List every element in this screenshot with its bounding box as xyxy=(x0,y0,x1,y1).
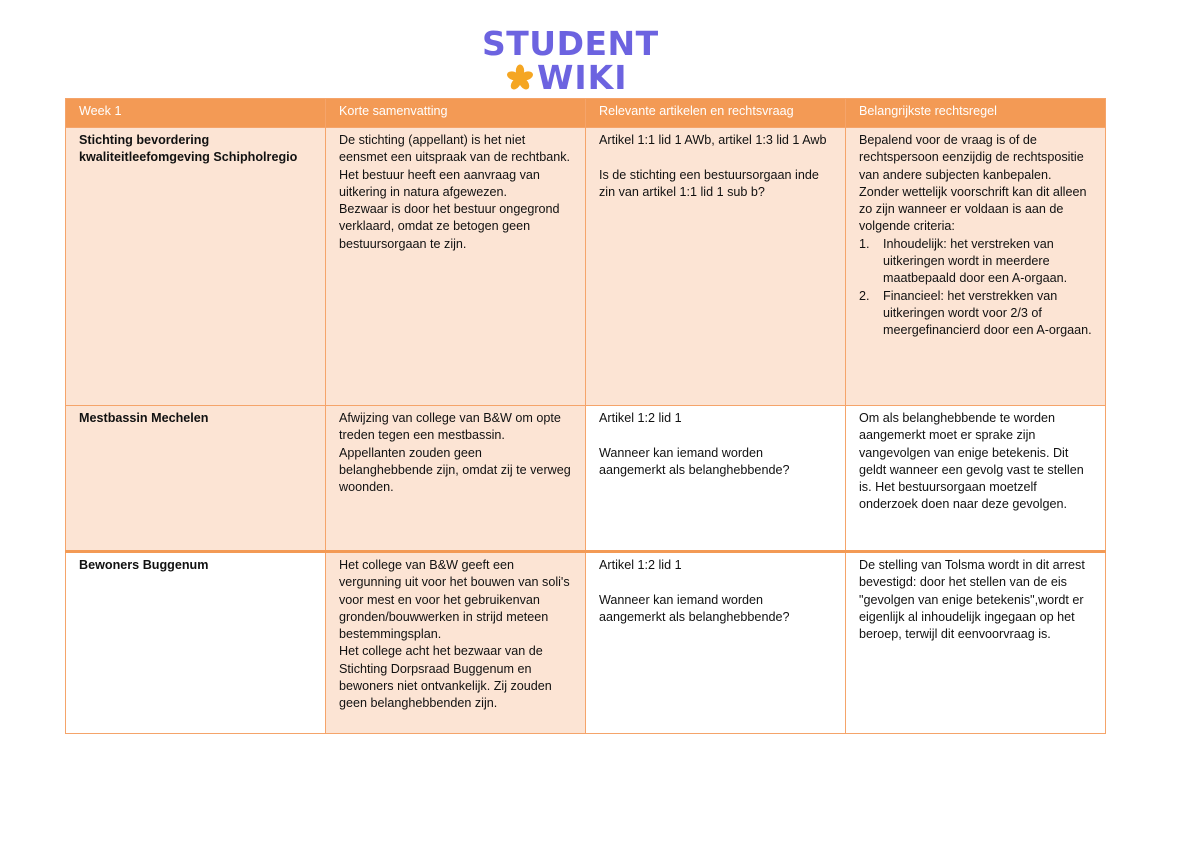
case-name: Bewoners Buggenum xyxy=(66,552,326,734)
header-rule: Belangrijkste rechtsregel xyxy=(846,99,1106,128)
logo-line-wiki: WIKI xyxy=(537,58,628,97)
articles-text: Artikel 1:1 lid 1 AWb, artikel 1:3 lid 1 Awb xyxy=(599,133,827,147)
logo-line-student: STUDENT xyxy=(482,24,659,63)
list-item: 1. Inhoudelijk: het verstreken van uitkeringen wordt in meerdere maatbepaald door een A-orgaan. xyxy=(859,236,1068,286)
case-articles xyxy=(586,552,846,734)
case-rule xyxy=(846,552,1106,734)
legal-question: Wanneer kan iemand worden aangemerkt als belanghebbende? xyxy=(599,592,790,624)
case-rule xyxy=(846,406,1106,552)
case-name: Mestbassin Mechelen xyxy=(66,406,326,552)
summary-text: Het college acht het bezwaar van de Stichting Dorpsraad Buggenum en bewoners niet ontvankelijk. Zij zouden geen belanghebbenden zijn. xyxy=(339,644,552,711)
table-row xyxy=(66,552,1106,734)
summary-text: Bezwaar is door het bestuur ongegrond verklaard, omdat ze betogen geen bestuursorgaan te zijn. xyxy=(339,202,560,251)
table-row xyxy=(66,128,1106,406)
articles-text: Artikel 1:2 lid 1 xyxy=(599,411,682,425)
summary-text: Het college van B&W geeft een vergunning uit voor het bouwen van soli's voor mest en voor het gebruikenvan gronden/bouwwerken in strijd meteen bestemmingsplan. xyxy=(339,558,570,642)
studentwiki-logo xyxy=(482,26,662,98)
articles-text: Artikel 1:2 lid 1 xyxy=(599,558,682,572)
list-item: 2. Financieel: het verstrekken van uitkeringen wordt voor 2/3 of meergefinancierd door een A-orgaan. xyxy=(859,288,1092,338)
case-summary xyxy=(326,552,586,734)
table-row xyxy=(66,406,1106,552)
asterisk-icon xyxy=(506,64,534,92)
table-header-row xyxy=(66,99,1106,128)
case-articles xyxy=(586,128,846,406)
legal-question: Wanneer kan iemand worden aangemerkt als belanghebbende? xyxy=(599,445,790,477)
case-rule xyxy=(846,128,1106,406)
criteria-list xyxy=(859,236,1092,340)
case-articles xyxy=(586,406,846,552)
case-name: Stichting bevordering kwaliteitleefomgeving Schipholregio xyxy=(66,128,326,406)
header-summary: Korte samenvatting xyxy=(326,99,586,128)
case-summary xyxy=(326,406,586,552)
header-week: Week 1 xyxy=(66,99,326,128)
summary-text: De stichting (appellant) is het niet eensmet een uitspraak van de rechtbank. xyxy=(339,133,571,165)
rule-text: Bepalend voor de vraag is of de rechtspersoon eenzijdig de rechtspositie van andere subjecten kanbepalen. Zonder wettelijk voorschrift kan dit alleen zo zijn wanneer er voldaan is aan de volgende criteria: xyxy=(859,133,1087,234)
case-table xyxy=(65,98,1106,734)
case-summary xyxy=(326,128,586,406)
rule-text: Om als belanghebbende te worden aangemerkt moet er sprake zijn vangevolgen van enige betekenis. Dit geldt wanneer een gevolg vast te stellen is. Het bestuursorgaan moetzelf onderzoek doen naar deze gevolgen. xyxy=(859,411,1084,512)
summary-text: Het bestuur heeft een aanvraag van uitkering in natura afgewezen. xyxy=(339,167,540,199)
header-articles: Relevante artikelen en rechtsvraag xyxy=(586,99,846,128)
rule-text: De stelling van Tolsma wordt in dit arrest bevestigd: door het stellen van de eis "gevolgen van enige betekenis",wordt er eigenlijk al inhoudelijk ingegaan op het beroep, terwijl dit eenvoorvraag is. xyxy=(859,558,1085,642)
legal-question: Is de stichting een bestuursorgaan inde zin van artikel 1:1 lid 1 sub b? xyxy=(599,167,819,199)
summary-text: Afwijzing van college van B&W om opte treden tegen een mestbassin. Appellanten zouden geen belanghebbende zijn, omdat zij te verweg woonden. xyxy=(339,411,571,495)
